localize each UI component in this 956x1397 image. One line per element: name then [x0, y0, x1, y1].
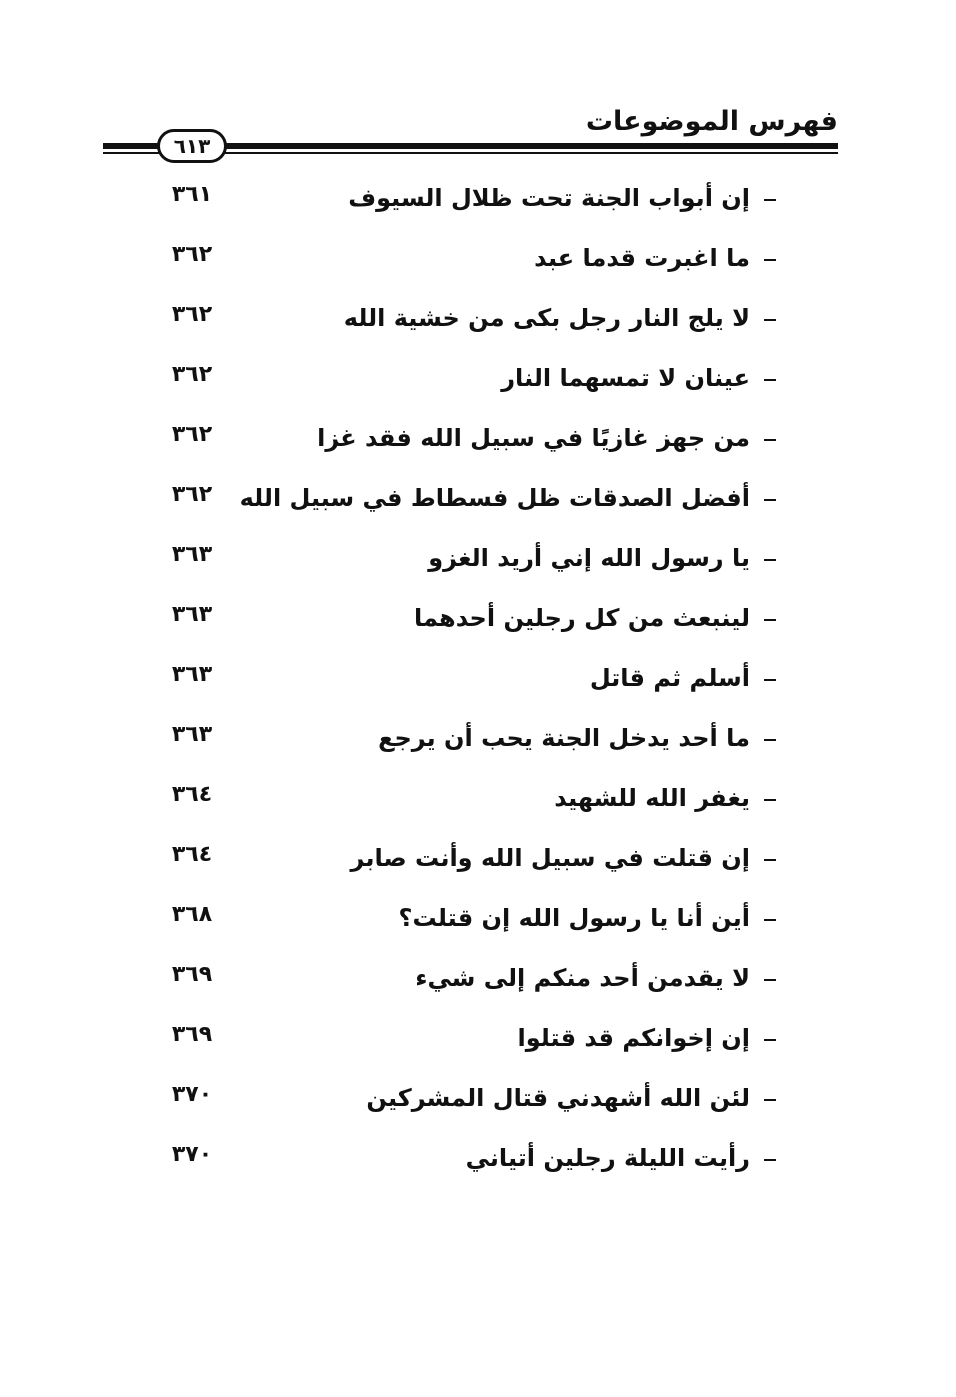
toc-entry-title: لا يلج النار رجل بكى من خشية الله: [343, 304, 750, 332]
toc-entry: [0, 720, 956, 780]
toc-bullet: [764, 499, 776, 501]
toc-entry-title: ما اغبرت قدما عبد: [534, 244, 750, 272]
toc-entry-page: ٣٦٣: [171, 662, 213, 687]
toc-bullet: [764, 259, 776, 261]
toc-entry-title: لا يقدمن أحد منكم إلى شيء: [415, 964, 750, 992]
toc-entry-page: ٣٦٩: [171, 962, 213, 987]
toc-entry-page: ٣٦٩: [171, 1022, 213, 1047]
toc-entry-page: ٣٦٣: [171, 722, 213, 747]
toc-entry-page: ٣٦٤: [171, 842, 213, 867]
toc-entry: [0, 480, 956, 540]
toc-entry: [0, 960, 956, 1020]
toc-entry: [0, 540, 956, 600]
toc-entry-title: أفضل الصدقات ظل فسطاط في سبيل الله: [239, 484, 750, 512]
toc-entry-page: ٣٦٤: [171, 782, 213, 807]
toc-entry-page: ٣٦٢: [171, 302, 213, 327]
toc-bullet: [764, 979, 776, 981]
toc-entry-title: إن إخوانكم قد قتلوا: [517, 1024, 750, 1052]
toc-bullet: [764, 559, 776, 561]
toc-entry-title: يغفر الله للشهيد: [554, 784, 750, 812]
toc-entry: [0, 240, 956, 300]
toc-entry-page: ٣٦٢: [171, 242, 213, 267]
toc-entry: [0, 660, 956, 720]
toc-entry-title: أسلم ثم قاتل: [589, 664, 750, 692]
toc-entry-page: ٣٧٠: [171, 1082, 213, 1107]
toc-entry-title: عينان لا تمسهما النار: [501, 364, 750, 392]
toc-entry: [0, 900, 956, 960]
toc-bullet: [764, 319, 776, 321]
toc-list: [0, 180, 956, 1200]
toc-entry-page: ٣٧٠: [171, 1142, 213, 1167]
toc-entry: [0, 1080, 956, 1140]
toc-entry: [0, 780, 956, 840]
toc-entry-title: لئن الله أشهدني قتال المشركين: [366, 1084, 750, 1112]
toc-bullet: [764, 1099, 776, 1101]
toc-entry-page: ٣٦٣: [171, 602, 213, 627]
toc-bullet: [764, 919, 776, 921]
toc-entry: [0, 600, 956, 660]
toc-entry: [0, 840, 956, 900]
toc-entry: [0, 420, 956, 480]
toc-bullet: [764, 1039, 776, 1041]
toc-entry-page: ٣٦٨: [171, 902, 213, 927]
toc-entry-page: ٣٦٣: [171, 542, 213, 567]
toc-bullet: [764, 1159, 776, 1161]
toc-entry-title: إن أبواب الجنة تحت ظلال السيوف: [348, 184, 750, 212]
toc-bullet: [764, 379, 776, 381]
toc-entry: [0, 300, 956, 360]
toc-bullet: [764, 619, 776, 621]
toc-entry-page: ٣٦١: [171, 182, 213, 207]
toc-bullet: [764, 439, 776, 441]
toc-entry-title: من جهز غازيًا في سبيل الله فقد غزا: [317, 424, 750, 452]
page-number: ٦١٣: [173, 134, 211, 158]
toc-bullet: [764, 679, 776, 681]
toc-entry-page: ٣٦٢: [171, 362, 213, 387]
toc-bullet: [764, 739, 776, 741]
toc-entry-title: رأيت الليلة رجلين أتياني: [465, 1144, 750, 1172]
toc-entry-title: ما أحد يدخل الجنة يحب أن يرجع: [378, 724, 750, 752]
toc-entry-title: إن قتلت في سبيل الله وأنت صابر: [350, 844, 750, 872]
toc-entry-page: ٣٦٢: [171, 482, 213, 507]
toc-bullet: [764, 199, 776, 201]
header-title: فهرس الموضوعات: [585, 106, 838, 137]
toc-entry: [0, 1140, 956, 1200]
toc-entry-title: يا رسول الله إني أريد الغزو: [428, 544, 750, 572]
toc-bullet: [764, 859, 776, 861]
toc-entry-title: أين أنا يا رسول الله إن قتلت؟: [398, 904, 750, 932]
toc-entry-page: ٣٦٢: [171, 422, 213, 447]
toc-entry: [0, 360, 956, 420]
page-number-badge: [157, 129, 227, 163]
toc-entry: [0, 1020, 956, 1080]
toc-bullet: [764, 799, 776, 801]
toc-entry-title: لينبعث من كل رجلين أحدهما: [413, 604, 750, 632]
toc-entry: [0, 180, 956, 240]
